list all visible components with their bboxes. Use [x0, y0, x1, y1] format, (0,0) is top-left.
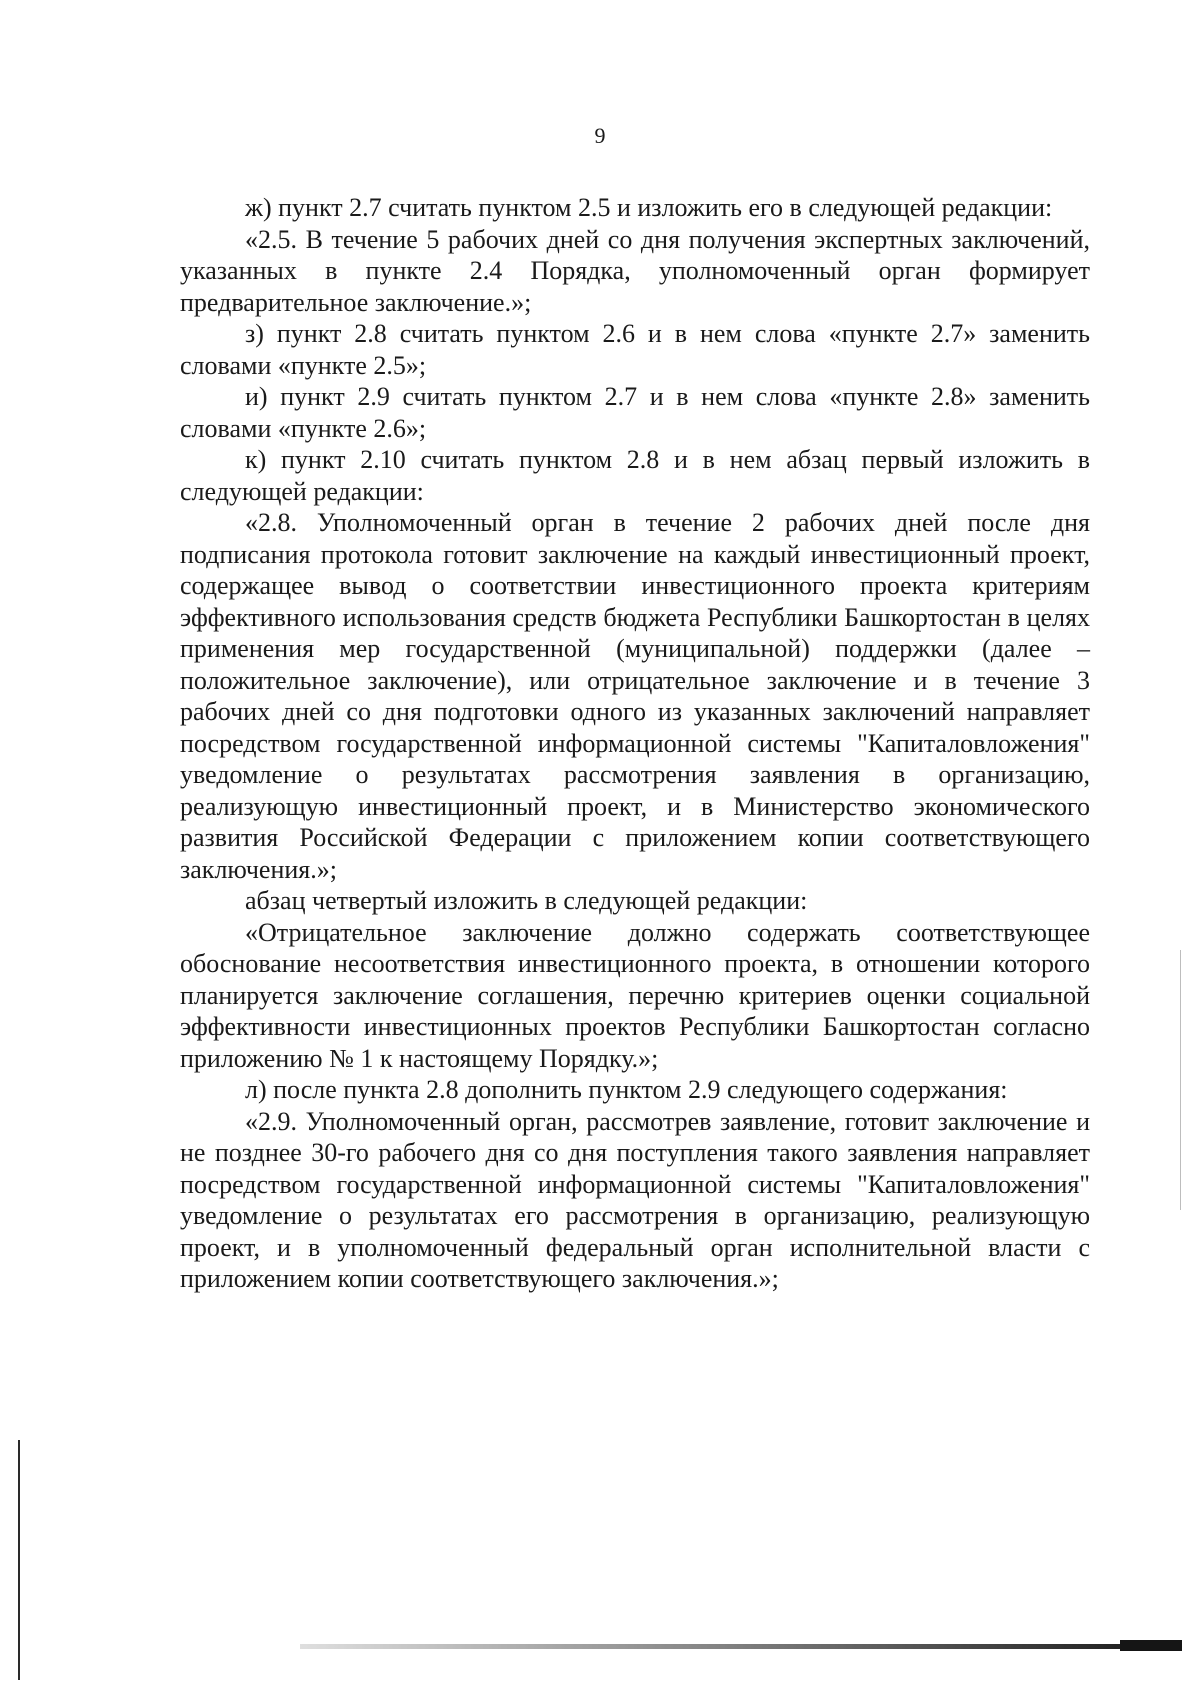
paragraph-quote-2-9: «2.9. Уполномоченный орган, рассмотрев заявление, готовит заключение и не позднее 30-го рабочего дня со дня поступления такого заявления направляет посредством государственной информационной системы "Капиталовложения" уведомление о результатах его рассмотрения в организацию, реализующую проект, и в уполномоченный федеральный орган исполнительной власти с приложением копии соответствующего заключения.»; [180, 1106, 1090, 1293]
paragraph-abzac-chetvertyi: абзац четвертый изложить в следующей редакции: [245, 886, 808, 915]
paragraph-k-item: к) пункт 2.10 считать пунктом 2.8 и в нем абзац первый изложить в следующей редакции: [180, 445, 1090, 506]
paragraph-l-item: л) после пункта 2.8 дополнить пунктом 2.9 следующего содержания: [245, 1075, 1008, 1104]
paragraph-quote-2-8: «2.8. Уполномоченный орган в течение 2 рабочих дней после дня подписания протокола готовит заключение на каждый инвестиционный проект, содержащее вывод о соответствии инвестиционного проекта критериям эффективного использования средств бюджета Республики Башкортостан в целях применения мер государственной (муниципальной) поддержки (далее – положительное заключение), или отрицательное заключение и в течение 3 рабочих дней со дня подготовки одного из указанных заключений направляет посредством государственной информационной системы "Капиталовложения" уведомление о результатах рассмотрения заявления в организацию, реализующую инвестиционный проект, и в Министерство экономического развития Российской Федерации с приложением копии соответствующего заключения.»; [180, 508, 1090, 884]
document-body [180, 192, 1090, 1295]
paragraph-quote-otricatelnoe: «Отрицательное заключение должно содержать соответствующее обоснование несоответствия инвестиционного проекта, в отношении которого планируется заключение соглашения, перечню критериев оценки социальной эффективности инвестиционных проектов Республики Башкортостан согласно приложению № 1 к настоящему Порядку.»; [180, 917, 1090, 1073]
scan-bottom-edge-bar [300, 1644, 1180, 1649]
paragraph-zh-item: ж) пункт 2.7 считать пунктом 2.5 и изложить его в следующей редакции: [245, 193, 1053, 222]
paragraph-i-item: и) пункт 2.9 считать пунктом 2.7 и в нем слова «пункте 2.8» заменить словами «пункте 2.6»; [180, 382, 1090, 443]
page-number: 9 [594, 123, 606, 148]
paragraph-z-item: з) пункт 2.8 считать пунктом 2.6 и в нем слова «пункте 2.7» заменить словами «пункте 2.5»; [180, 319, 1090, 380]
scan-right-edge-mark [1180, 950, 1181, 1210]
paragraph-quote-2-5: «2.5. В течение 5 рабочих дней со дня получения экспертных заключений, указанных в пункте 2.4 Порядка, уполномоченный орган формирует предварительное заключение.»; [180, 224, 1090, 317]
scan-left-edge-mark [18, 1440, 20, 1680]
scan-bottom-edge-block [1120, 1640, 1182, 1651]
